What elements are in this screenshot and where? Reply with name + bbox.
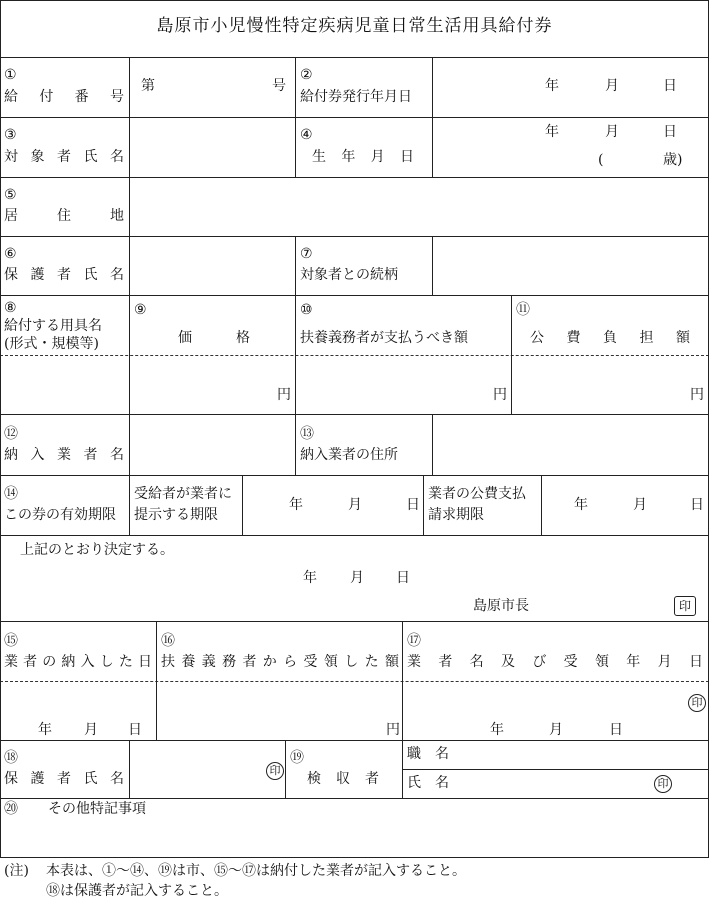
- char: 価: [178, 330, 192, 346]
- yen-label: 円: [386, 722, 400, 738]
- border-left: [0, 0, 1, 858]
- char: 職: [407, 746, 421, 762]
- char: 対: [4, 149, 18, 165]
- char: 納: [4, 447, 18, 463]
- day-label: 日: [609, 722, 623, 738]
- char: 氏: [83, 267, 98, 283]
- col-rule: [295, 414, 296, 475]
- char: 者: [57, 267, 71, 283]
- field-number-20: ⑳: [4, 801, 18, 817]
- year-label: 年: [303, 570, 317, 586]
- col-rule: [541, 475, 542, 535]
- col-rule: [432, 414, 433, 475]
- char: 氏: [83, 149, 98, 165]
- char: 年: [341, 149, 356, 165]
- label-residence: [4, 208, 124, 224]
- label-benefit-number: [4, 89, 124, 105]
- char: 者: [23, 654, 38, 670]
- official-seal-icon: 印: [674, 596, 696, 616]
- day-label: 日: [128, 722, 142, 738]
- char: 額: [384, 654, 399, 670]
- label-present-deadline-2: 提示する期限: [134, 507, 218, 523]
- rule: [0, 535, 709, 536]
- label-supplier-name: [4, 447, 124, 463]
- char: 居: [4, 208, 18, 224]
- year-label: 年: [545, 78, 559, 94]
- char: 年: [626, 654, 641, 670]
- char: の: [42, 654, 57, 670]
- form-title: 島原市小児慢性特定疾病児童日常生活用具給付券: [156, 16, 553, 36]
- year-label: 年: [38, 722, 52, 738]
- char: 地: [110, 208, 124, 224]
- rule: [0, 740, 709, 741]
- label-birth-date: [312, 149, 414, 165]
- char: 者: [57, 771, 71, 787]
- day-label: 日: [663, 78, 677, 94]
- char: 名: [110, 267, 124, 283]
- border-bottom: [0, 857, 709, 858]
- age-label: 歳): [663, 152, 683, 168]
- char: か: [262, 654, 277, 670]
- char: 務: [222, 654, 237, 670]
- char: 者: [365, 771, 379, 787]
- char: 象: [30, 149, 45, 165]
- char: 住: [57, 208, 71, 224]
- char: 日: [137, 654, 152, 670]
- label-present-deadline-1: 受給者が業者に: [134, 486, 232, 502]
- char: 公: [530, 330, 544, 346]
- char: 領: [594, 654, 609, 670]
- char: 入: [80, 654, 95, 670]
- day-label: 日: [663, 124, 677, 140]
- label-device-spec: (形式・規模等): [4, 336, 99, 352]
- year-label: 年: [289, 497, 303, 513]
- char: 護: [30, 771, 45, 787]
- label-claim-deadline-1: 業者の公費支払: [428, 486, 526, 502]
- char: し: [344, 654, 359, 670]
- rule: [0, 177, 709, 178]
- char: 保: [4, 771, 18, 787]
- col-rule: [285, 740, 286, 798]
- col-rule: [295, 295, 296, 414]
- char: 入: [30, 447, 45, 463]
- char: 者: [57, 149, 71, 165]
- col-rule: [432, 57, 433, 117]
- char: た: [118, 654, 133, 670]
- field-number-11: ⑪: [516, 302, 530, 318]
- day-label: 日: [406, 497, 420, 513]
- char: 保: [4, 267, 18, 283]
- label-guardian-name: [4, 267, 124, 283]
- char: 負: [603, 330, 617, 346]
- char: 者: [242, 654, 257, 670]
- label-validity: この券の有効期限: [4, 507, 116, 523]
- label-price: [178, 330, 250, 346]
- label-supplier-address: 納入業者の住所: [300, 447, 398, 463]
- month-label: 月: [549, 722, 563, 738]
- label-delivery-date: [4, 654, 152, 670]
- col-rule: [402, 621, 403, 740]
- char: 月: [370, 149, 385, 165]
- char: 受: [303, 654, 318, 670]
- char: 護: [30, 267, 45, 283]
- year-label: 年: [490, 722, 504, 738]
- col-rule: [423, 475, 424, 535]
- field-number-15: ⑮: [4, 633, 18, 649]
- char: 業: [4, 654, 18, 670]
- label-public-burden: [530, 330, 690, 346]
- char: び: [532, 654, 547, 670]
- char: 受: [563, 654, 578, 670]
- note-prefix: (注): [4, 863, 29, 879]
- rule: [0, 414, 709, 415]
- label-other-notes: その他特記事項: [48, 801, 146, 817]
- mayor-label: 島原市長: [473, 598, 529, 614]
- char: 扶: [161, 654, 175, 670]
- field-number-2: ②: [300, 67, 313, 83]
- char: 名: [110, 771, 124, 787]
- char: 義: [201, 654, 216, 670]
- col-rule: [295, 117, 296, 177]
- char: 業: [57, 447, 71, 463]
- col-rule: [295, 57, 296, 117]
- char: 名: [435, 746, 449, 762]
- col-rule: [242, 475, 243, 535]
- field-number-10: ⑩: [300, 302, 313, 318]
- note-line-2: ⑱は保護者が記入すること。: [46, 883, 228, 899]
- yen-label: 円: [277, 387, 291, 403]
- col-rule: [156, 621, 157, 740]
- char: 番: [74, 89, 89, 105]
- guardian-seal-icon: 印: [266, 762, 284, 780]
- rule: [0, 117, 709, 118]
- char: 氏: [407, 775, 421, 791]
- char: 業: [407, 654, 421, 670]
- char: 担: [639, 330, 654, 346]
- month-label: 月: [633, 497, 647, 513]
- field-number-14: ⑭: [4, 486, 18, 502]
- dashed-rule: [0, 355, 709, 356]
- rule: [0, 475, 709, 476]
- label-relationship: 対象者との続柄: [300, 267, 398, 283]
- label-inspector: [307, 771, 379, 787]
- day-label: 日: [396, 570, 410, 586]
- char: 検: [307, 771, 321, 787]
- char: 費: [566, 330, 581, 346]
- field-number-18: ⑱: [4, 750, 18, 766]
- label-received-amount: [161, 654, 399, 670]
- char: 名: [110, 149, 124, 165]
- col-rule: [129, 475, 130, 535]
- col-rule: [295, 236, 296, 295]
- field-number-3: ③: [4, 127, 17, 143]
- month-label: 月: [605, 78, 619, 94]
- col-rule: [129, 57, 130, 475]
- border-top: [0, 0, 709, 1]
- field-number-8: ⑧: [4, 300, 17, 316]
- rule: [0, 621, 709, 622]
- yen-label: 円: [690, 387, 704, 403]
- month-label: 月: [350, 570, 364, 586]
- label-issue-date: 給付券発行年月日: [300, 89, 412, 105]
- month-label: 月: [84, 722, 98, 738]
- field-number-13: ⑬: [300, 426, 314, 442]
- label-guardian-name-2: [4, 771, 124, 787]
- no-prefix: 第: [141, 78, 155, 94]
- no-suffix: 号: [272, 78, 286, 94]
- dashed-rule: [0, 681, 709, 682]
- year-label: 年: [545, 124, 559, 140]
- char: 名: [435, 775, 449, 791]
- char: 名: [110, 447, 124, 463]
- char: 額: [676, 330, 690, 346]
- note-line-1: 本表は、①〜⑭、⑲は市、⑮〜⑰は納付した業者が記入すること。: [46, 863, 466, 879]
- field-number-7: ⑦: [300, 246, 313, 262]
- char: 及: [500, 654, 515, 670]
- col-rule: [402, 740, 403, 798]
- month-label: 月: [605, 124, 619, 140]
- decision-text: 上記のとおり決定する。: [20, 542, 174, 558]
- char: 者: [83, 447, 98, 463]
- char: 付: [39, 89, 54, 105]
- inspector-seal-icon: 印: [654, 775, 672, 793]
- field-number-5: ⑤: [4, 187, 17, 203]
- col-rule: [511, 295, 512, 414]
- rule: [402, 769, 709, 770]
- field-number-9: ⑨: [134, 302, 147, 318]
- label-name: [407, 775, 449, 791]
- rule: [0, 295, 709, 296]
- col-rule: [432, 236, 433, 295]
- char: 月: [657, 654, 672, 670]
- day-label: 日: [690, 497, 704, 513]
- char: 養: [181, 654, 196, 670]
- char: 給: [4, 89, 18, 105]
- age-open: (: [598, 152, 604, 168]
- trader-seal-icon: 印: [688, 694, 706, 712]
- label-self-payment: 扶養義務者が支払うべき額: [300, 330, 468, 346]
- label-post: [407, 746, 449, 762]
- rule: [0, 798, 709, 799]
- field-number-4: ④: [300, 127, 313, 143]
- char: 氏: [83, 771, 98, 787]
- char: 日: [399, 149, 414, 165]
- yen-label: 円: [493, 387, 507, 403]
- field-number-19: ⑲: [290, 750, 304, 766]
- col-rule: [129, 740, 130, 798]
- char: 者: [438, 654, 453, 670]
- field-number-17: ⑰: [407, 633, 421, 649]
- rule: [0, 57, 709, 58]
- char: 日: [688, 654, 703, 670]
- char: ら: [283, 654, 298, 670]
- col-rule: [432, 117, 433, 177]
- field-number-6: ⑥: [4, 246, 17, 262]
- char: 生: [312, 149, 326, 165]
- char: 名: [469, 654, 484, 670]
- field-number-16: ⑯: [161, 633, 175, 649]
- char: 格: [236, 330, 250, 346]
- rule: [0, 236, 709, 237]
- char: 収: [336, 771, 350, 787]
- char: 納: [61, 654, 76, 670]
- field-number-1: ①: [4, 67, 17, 83]
- char: た: [364, 654, 379, 670]
- char: 領: [323, 654, 338, 670]
- char: し: [99, 654, 114, 670]
- label-device-name: 給付する用具名: [4, 318, 102, 334]
- label-subject-name: [4, 149, 124, 165]
- year-label: 年: [574, 497, 588, 513]
- char: 号: [109, 89, 124, 105]
- month-label: 月: [348, 497, 362, 513]
- label-trader-receipt-date: [407, 654, 703, 670]
- field-number-12: ⑫: [4, 426, 18, 442]
- label-claim-deadline-2: 請求期限: [428, 507, 484, 523]
